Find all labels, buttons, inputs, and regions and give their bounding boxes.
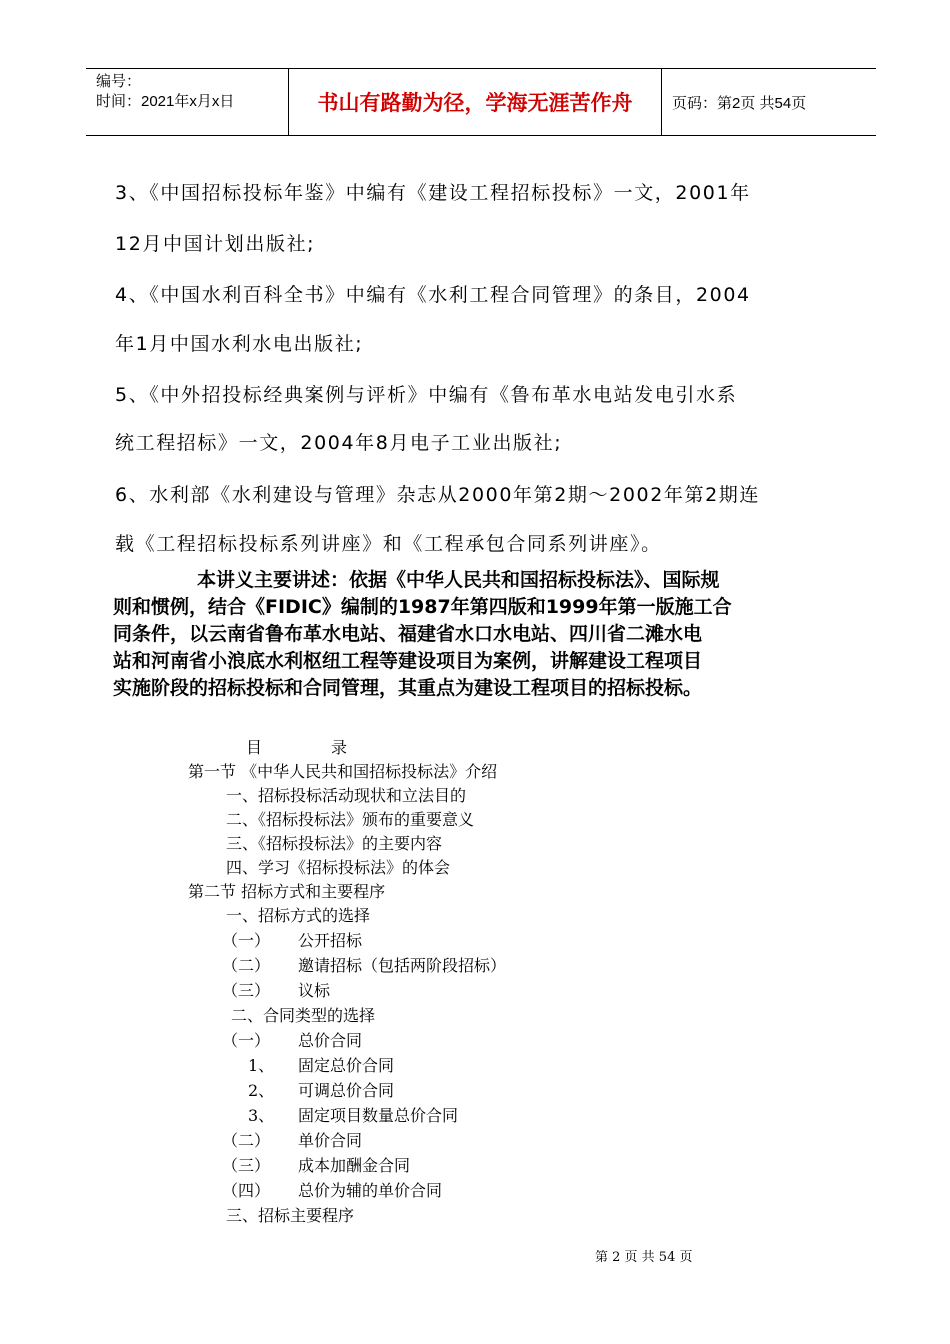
toc-subitem-number: （三） — [222, 1156, 271, 1175]
toc-item: 二、《招标投标法》颁布的重要意义 — [226, 810, 475, 829]
page-footer: 第 2 页 共 54 页 — [595, 1250, 693, 1265]
header-motto: 书山有路勤为径，学海无涯苦作舟 — [289, 69, 662, 135]
toc-title-b: 录 — [331, 738, 348, 757]
toc-subitem-text: 固定项目数量总价合同 — [298, 1106, 459, 1125]
header-time-label: 时间：2021年x月x日 — [96, 93, 235, 110]
toc-item: 四、学习《招标投标法》的体会 — [226, 858, 451, 877]
toc-subitem-number: （四） — [222, 1181, 271, 1200]
summary-line: 同条件，以云南省鲁布革水电站、福建省水口水电站、四川省二滩水电 — [113, 623, 703, 645]
toc-subitem-text: 单价合同 — [298, 1131, 363, 1150]
toc-subitem-number: （一） — [222, 931, 271, 950]
toc-subitem-text: 总价为辅的单价合同 — [298, 1181, 443, 1200]
toc-subitem-number: （三） — [222, 981, 271, 1000]
toc-subitem-text: 公开招标 — [298, 931, 363, 950]
toc-subitem-number: （二） — [222, 1131, 271, 1150]
toc-subitem-text: 成本加酬金合同 — [298, 1156, 411, 1175]
toc-item: 三、《招标投标法》的主要内容 — [226, 834, 443, 853]
toc-subitem-text: 总价合同 — [298, 1031, 363, 1050]
lecture-summary — [113, 567, 843, 702]
header-number-label: 编号： — [96, 73, 142, 90]
toc-subitem-text: 邀请招标（包括两阶段招标） — [298, 956, 507, 975]
summary-line: 实施阶段的招标投标和合同管理，其重点为建设工程项目的招标投标。 — [113, 677, 703, 699]
reference-5-line1: 5、《中外招投标经典案例与评析》中编有《鲁布革水电站发电引水系 — [115, 384, 738, 406]
toc-subitem-number: 2、 — [248, 1081, 275, 1100]
toc-item: 二、合同类型的选择 — [231, 1006, 376, 1025]
reference-4-line1: 4、《中国水利百科全书》中编有《水利工程合同管理》的条目，2004 — [115, 284, 751, 306]
summary-line: 则和惯例，结合《FIDIC》编制的1987年第四版和1999年第一版施工合 — [113, 596, 732, 618]
reference-6-line1: 6、水利部《水利建设与管理》杂志从2000年第2期～2002年第2期连 — [115, 484, 760, 506]
summary-line: 本讲义主要讲述：依据《中华人民共和国招标投标法》、国际规 — [197, 569, 720, 591]
toc-subitem-number: （二） — [222, 956, 271, 975]
reference-4-line2: 年1月中国水利水电出版社; — [115, 333, 364, 355]
reference-3-line1: 3、《中国招标投标年鉴》中编有《建设工程招标投标》一文，2001年 — [115, 182, 751, 204]
page-header — [86, 68, 876, 136]
toc-section-2: 第二节 招标方式和主要程序 — [188, 882, 386, 901]
toc-section-1: 第一节 《中华人民共和国招标投标法》介绍 — [188, 762, 498, 781]
header-meta — [86, 69, 289, 135]
toc-subitem-number: （一） — [222, 1031, 271, 1050]
reference-3-line2: 12月中国计划出版社; — [115, 233, 316, 255]
summary-line: 站和河南省小浪底水利枢纽工程等建设项目为案例，讲解建设工程项目 — [113, 650, 703, 672]
toc-subitem-text: 可调总价合同 — [298, 1081, 395, 1100]
reference-5-line2: 统工程招标》一文，2004年8月电子工业出版社; — [115, 432, 563, 454]
toc-item: 一、招标方式的选择 — [226, 906, 371, 925]
toc-subitem-number: 3、 — [248, 1106, 275, 1125]
toc-subitem-text: 议标 — [298, 981, 331, 1000]
toc-subitem-number: 1、 — [248, 1056, 275, 1075]
toc-title-a: 目 — [246, 738, 263, 757]
toc-subitem-text: 固定总价合同 — [298, 1056, 395, 1075]
toc-item: 三、招标主要程序 — [226, 1206, 355, 1225]
header-page-label: 页码：第2页 共54页 — [672, 94, 807, 112]
reference-6-line2: 载《工程招标投标系列讲座》和《工程承包合同系列讲座》。 — [115, 533, 662, 555]
toc-item: 一、招标投标活动现状和立法目的 — [226, 786, 467, 805]
